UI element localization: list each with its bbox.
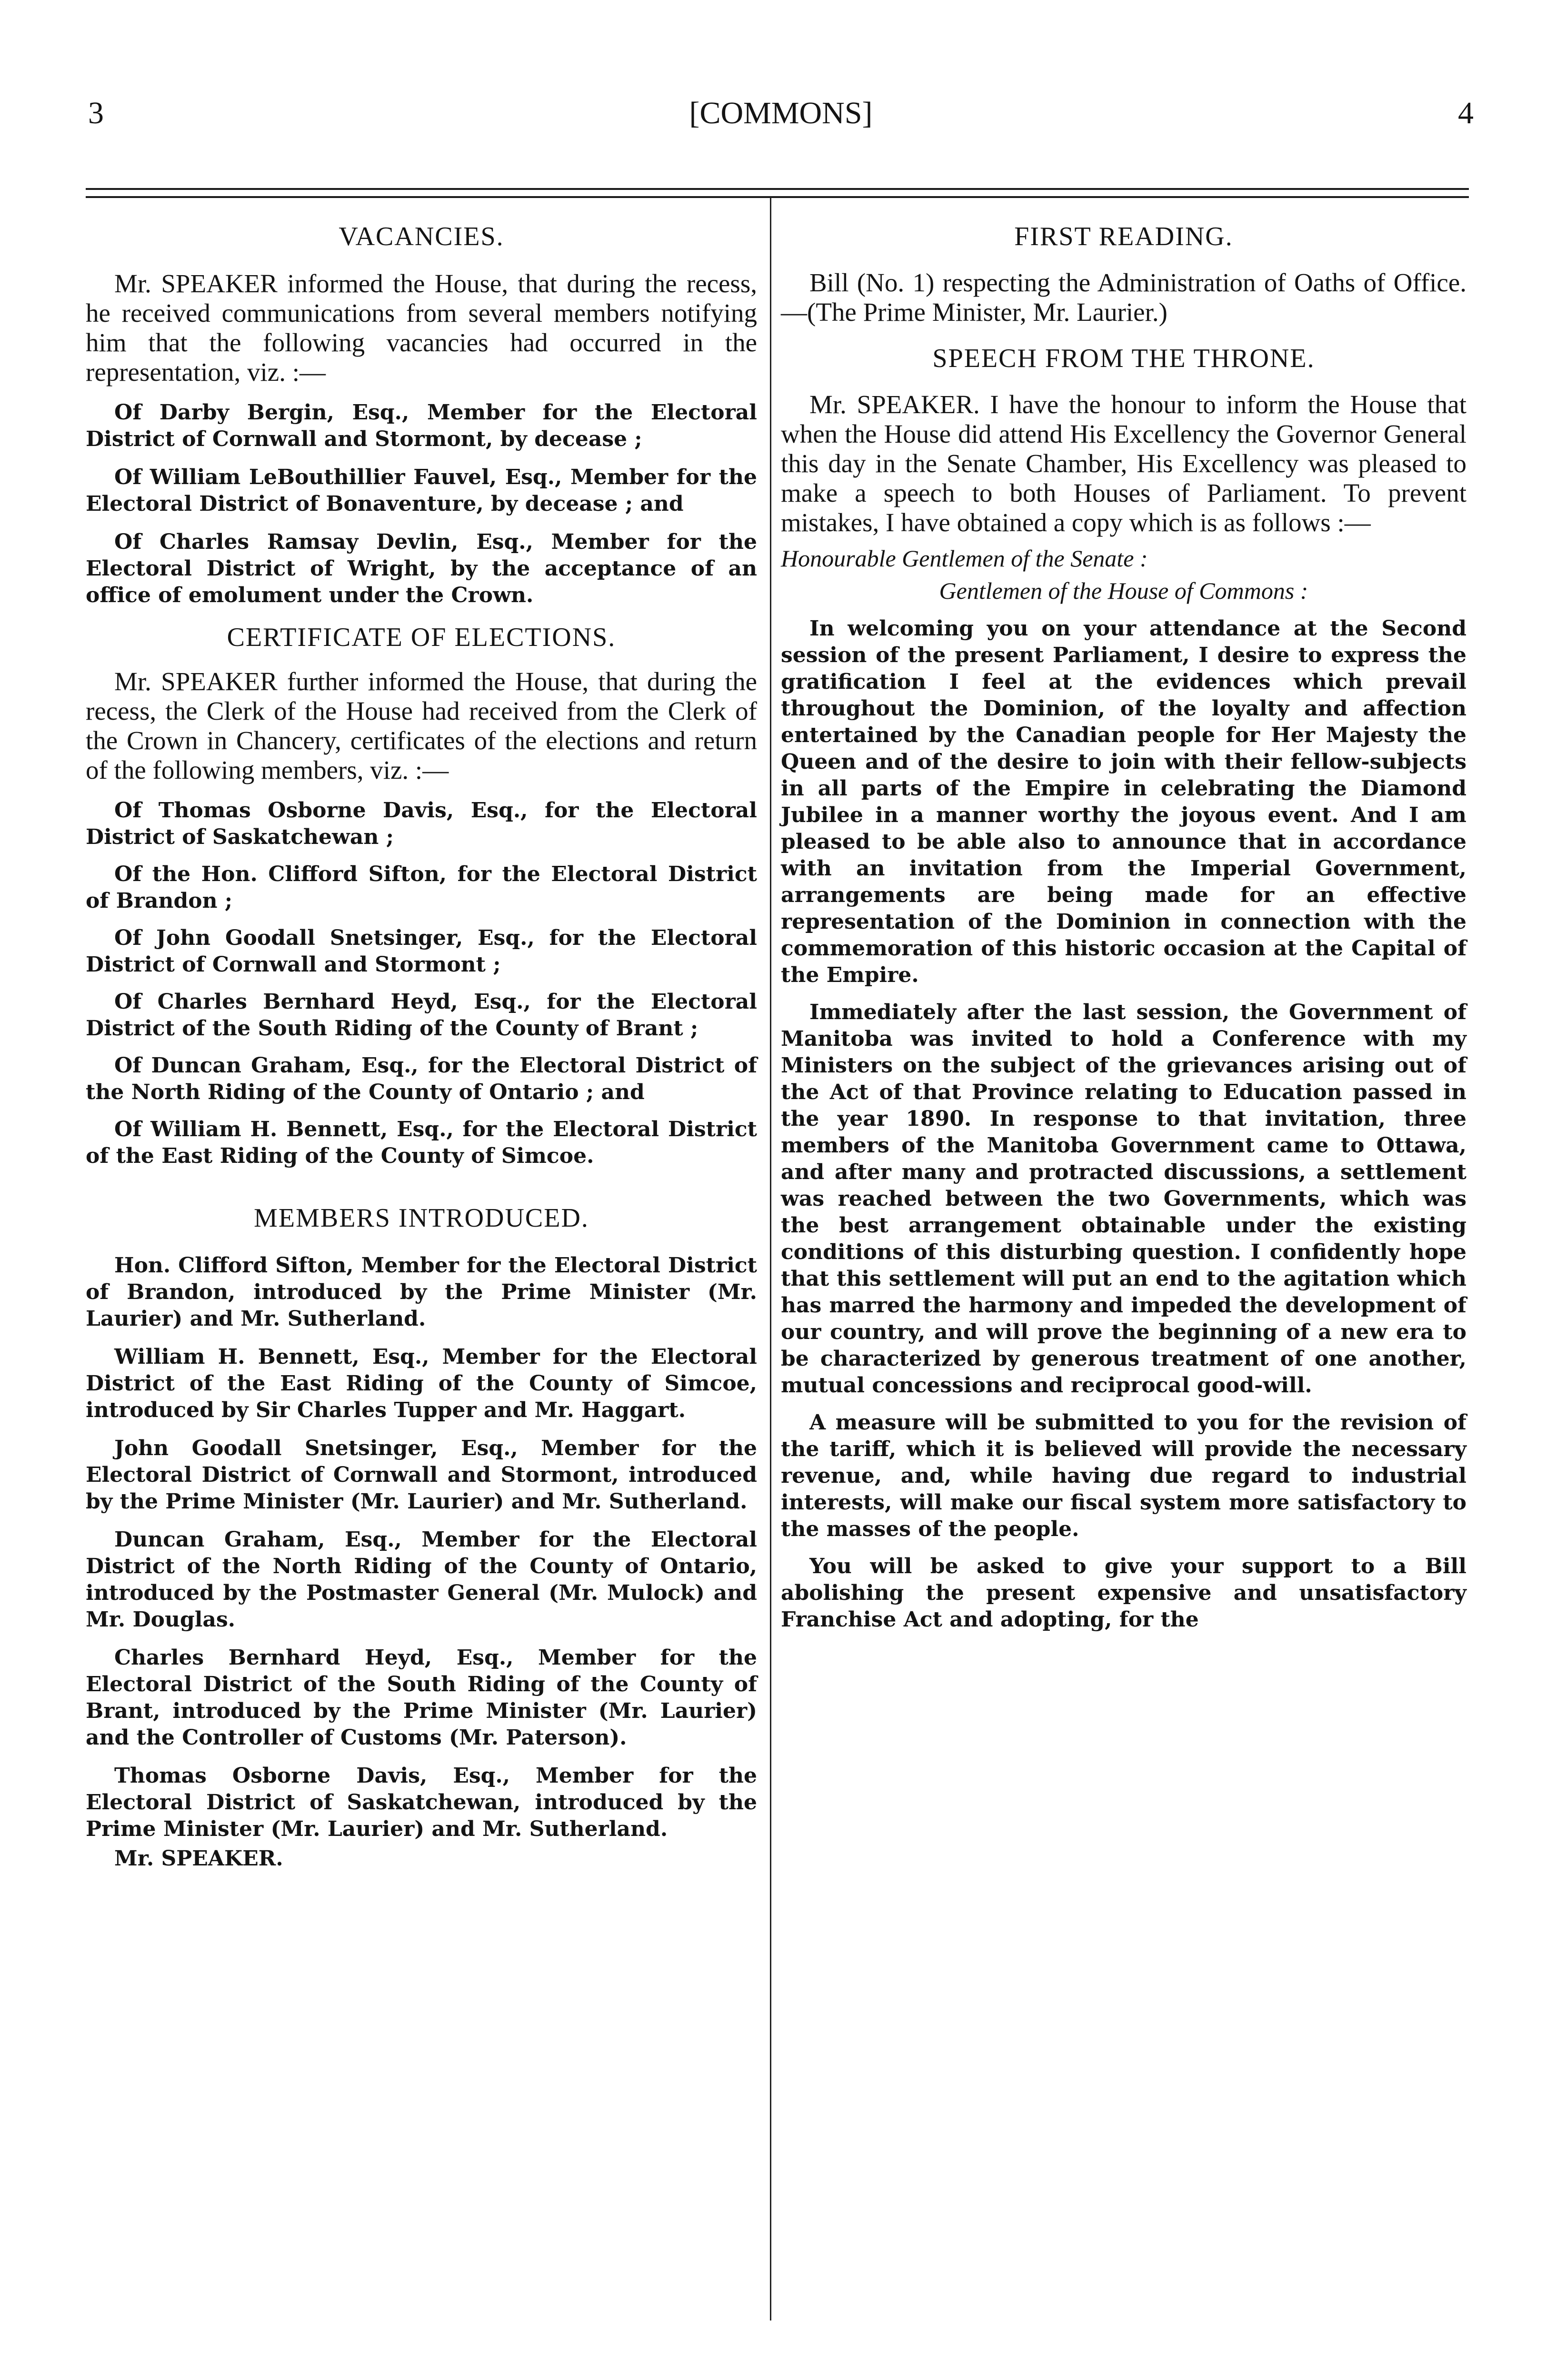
speech-paragraph: You will be asked to give your support to a Bill abolishing the present expensive and unsatisfactory Franchise Act and adopting, for the (781, 1554, 1466, 1632)
certificate-intro: Mr. SPEAKER further informed the House, that during the recess, the Clerk of the House had received from the Clerk of the Crown in Chancery, certificates of the elections and return of the following members, viz. :— (86, 667, 757, 784)
elected-item: Of Thomas Osborne Davis, Esq., for the Electoral District of Saskatchewan ; (86, 798, 757, 849)
member-item: Charles Bernhard Heyd, Esq., Member for the Electoral District of the South Riding of the County of Brant, introduced by the Prime Minister (Mr. Laurier) and the Controller of Customs (Mr. Paterson). (86, 1646, 757, 1750)
speech-heading: SPEECH FROM THE THRONE. (932, 344, 1315, 373)
certificate-heading: CERTIFICATE OF ELECTIONS. (227, 623, 616, 652)
speech-paragraph: Immediately after the last session, the Government of Manitoba was invited to hold a Conference with my Ministers on the subject of the grievances arising out of the Act of that Province relating to Education passed in the year 1890. In response to that invitation, three members of the Manitoba Government came to Ottawa, and after many and protracted discussions, a settlement was reached between the two Governments, which was the best arrangement obtainable under the existing conditions of this disturbing question. I confidently hope that this settlement will put an end to the agitation which has marred the harmony and impeded the development of our country, and will prove the beginning of a new era to be characterized by generous treatment of one another, mutual concessions and reciprocal good-will. (781, 1000, 1466, 1398)
speech-intro: Mr. SPEAKER. I have the honour to inform the House that when the House did attend His Excellency the Governor General this day in the Senate Chamber, His Excellency was pleased to make a speech to both Houses of Parliament. To prevent mistakes, I have obtained a copy which is as follows :— (781, 390, 1466, 537)
member-item: Duncan Graham, Esq., Member for the Electoral District of the North Riding of the County of Ontario, introduced by the Postmaster General (Mr. Mulock) and Mr. Douglas. (86, 1527, 757, 1632)
elected-item: Of Charles Bernhard Heyd, Esq., for the Electoral District of the South Riding of the County of Brant ; (86, 990, 757, 1041)
page-title: [COMMONS] (689, 96, 873, 130)
column-divider (770, 198, 771, 2320)
vacancy-item: Of Charles Ramsay Devlin, Esq., Member for the Electoral District of Wright, by the acceptance of an office of emolument under the Crown. (86, 530, 757, 607)
speech-paragraph: A measure will be submitted to you for the revision of the tariff, which it is believed will provide the necessary revenue, and, while having due regard to industrial interests, will make our fiscal system more satisfactory to the masses of the people. (781, 1410, 1466, 1541)
member-item: William H. Bennett, Esq., Member for the Electoral District of the East Riding of the County of Simcoe, introduced by Sir Charles Tupper and Mr. Haggart. (86, 1345, 757, 1422)
salutation-commons: Gentlemen of the House of Commons : (939, 577, 1308, 604)
vacancy-item: Of Darby Bergin, Esq., Member for the Electoral District of Cornwall and Stormont, by decease ; (86, 400, 757, 451)
elected-item: Of the Hon. Clifford Sifton, for the Electoral District of Brandon ; (86, 862, 757, 913)
bill-entry: Bill (No. 1) respecting the Administration of Oaths of Office.—(The Prime Minister, Mr. Laurier.) (781, 268, 1466, 327)
vacancies-intro: Mr. SPEAKER informed the House, that during the recess, he received communications from several members notifying him that the following vacancies had occurred in the representation, viz. :— (86, 269, 757, 387)
first-reading-heading: FIRST READING. (1014, 222, 1233, 251)
member-item: Thomas Osborne Davis, Esq., Member for the Electoral District of Saskatchewan, introduced by the Prime Minister (Mr. Laurier) and Mr. Sutherland. (86, 1764, 757, 1841)
header-rule-top (86, 188, 1469, 190)
elected-item: Of William H. Bennett, Esq., for the Electoral District of the East Riding of the County of Simcoe. (86, 1117, 757, 1168)
vacancies-heading: VACANCIES. (339, 222, 504, 251)
page-header (88, 95, 1474, 148)
vacancy-item: Of William LeBouthillier Fauvel, Esq., Member for the Electoral District of Bonaventure, by decease ; and (86, 465, 757, 516)
member-item: Hon. Clifford Sifton, Member for the Electoral District of Brandon, introduced by the Prime Minister (Mr. Laurier) and Mr. Sutherland. (86, 1253, 757, 1331)
members-heading: MEMBERS INTRODUCED. (254, 1203, 589, 1233)
member-item: John Goodall Snetsinger, Esq., Member for the Electoral District of Cornwall and Stormont, introduced by the Prime Minister (Mr. Laurier) and Mr. Sutherland. (86, 1436, 757, 1514)
page-number-right: 4 (1458, 96, 1474, 130)
page-number-left: 3 (88, 96, 104, 130)
right-column (781, 217, 1466, 1633)
salutation-senate: Honourable Gentlemen of the Senate : (781, 545, 1148, 572)
speaker-signoff: Mr. SPEAKER. (114, 1846, 283, 1871)
elected-item: Of John Goodall Snetsinger, Esq., for the Electoral District of Cornwall and Stormont ; (86, 926, 757, 977)
left-column (86, 217, 757, 1872)
header-rule-bottom (86, 196, 1469, 198)
speech-paragraph: In welcoming you on your attendance at the Second session of the present Parliament, I desire to express the gratification I feel at the evidences which prevail throughout the Dominion, of the loyalty and affection entertained by the Canadian people for Her Majesty the Queen and of the desire to join with their fellow-subjects in all parts of the Empire in celebrating the Diamond Jubilee in a manner worthy the joyous event. And I am pleased to be able also to announce that in accordance with an invitation from the Imperial Government, arrangements are being made for an effective representation of the Dominion in connection with the commemoration of this historic occasion at the Capital of the Empire. (781, 616, 1466, 987)
elected-item: Of Duncan Graham, Esq., for the Electoral District of the North Riding of the County of Ontario ; and (86, 1053, 757, 1104)
